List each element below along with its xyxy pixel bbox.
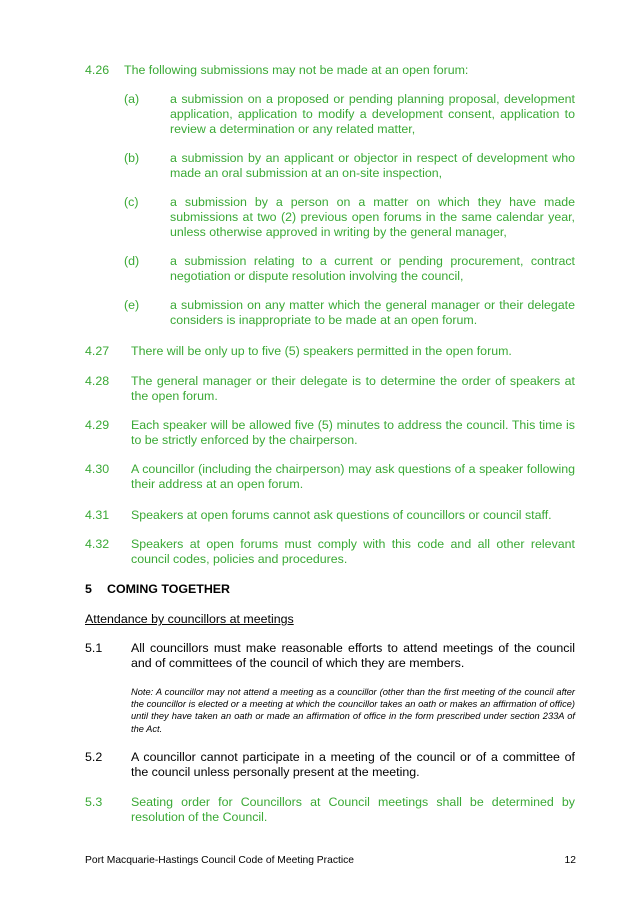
sub-item-label: (d) (124, 254, 140, 268)
sub-item-text: a submission by a person on a matter on which they have made submissions at two (2) previous open forums in the same calendar year, unless otherwise approved in writing by the general manager, (170, 195, 575, 240)
sub-item-text: a submission on a proposed or pending planning proposal, development application, application to modify a development consent, application to review a determination or any related matter, (170, 92, 575, 137)
clause-text: A councillor (including the chairperson) may ask questions of a speaker following their address at an open forum. (131, 462, 575, 492)
section-title: COMING TOGETHER (107, 582, 230, 596)
clause-text: The general manager or their delegate is to determine the order of speakers at the open forum. (131, 374, 575, 404)
clause-text: The following submissions may not be made at an open forum: (124, 63, 469, 77)
sub-item-label: (c) (124, 195, 139, 209)
clause-text: Seating order for Councillors at Council meetings shall be determined by resolution of the Council. (131, 795, 575, 825)
section-heading (85, 582, 230, 597)
clause-number: 4.27 (85, 344, 110, 358)
sub-item-text: a submission by an applicant or objector in respect of development who made an oral submission at an on-site inspection, (170, 151, 575, 181)
clause-number: 4.30 (85, 462, 110, 476)
clause-number: 4.32 (85, 537, 110, 551)
section-number: 5 (85, 582, 92, 596)
clause-number: 5.3 (85, 795, 103, 809)
clause-text: All councillors must make reasonable efforts to attend meetings of the council and of committees of the council of which they are members. (131, 641, 575, 671)
sub-item-text: a submission relating to a current or pending procurement, contract negotiation or dispute resolution involving the council, (170, 254, 575, 284)
clause-text: A councillor cannot participate in a meeting of the council or of a committee of the council unless personally present at the meeting. (131, 750, 575, 780)
clause-number: 5.1 (85, 641, 103, 655)
clause-number: 4.28 (85, 374, 110, 388)
clause-number: 4.26 (85, 63, 110, 77)
clause-number: 5.2 (85, 750, 103, 764)
sub-item-text: a submission on any matter which the general manager or their delegate considers is inappropriate to be made at an open forum. (170, 298, 575, 328)
footer-title: Port Macquarie-Hastings Council Code of Meeting Practice (85, 855, 354, 866)
page-number: 12 (564, 855, 576, 866)
clause-number: 4.29 (85, 418, 110, 432)
clause-text: There will be only up to five (5) speakers permitted in the open forum. (131, 344, 512, 358)
sub-item-label: (b) (124, 151, 140, 165)
clause-note: Note: A councillor may not attend a meeting as a councillor (other than the first meeting of the council after the councillor is elected or a meeting at which the councillor takes an oath or makes an affirmation of office) until they have taken an oath or made an affirmation of office in the form prescribed under section 233A of the Act. (131, 687, 575, 734)
clause-text: Speakers at open forums must comply with this code and all other relevant council codes, policies and procedures. (131, 537, 575, 567)
subheading: Attendance by councillors at meetings (85, 612, 294, 626)
clause-text: Speakers at open forums cannot ask questions of councillors or council staff. (131, 508, 552, 522)
clause-number: 4.31 (85, 508, 110, 522)
sub-item-label: (a) (124, 92, 140, 106)
sub-item-label: (e) (124, 298, 140, 312)
clause-text: Each speaker will be allowed five (5) minutes to address the council. This time is to be strictly enforced by the chairperson. (131, 418, 575, 448)
